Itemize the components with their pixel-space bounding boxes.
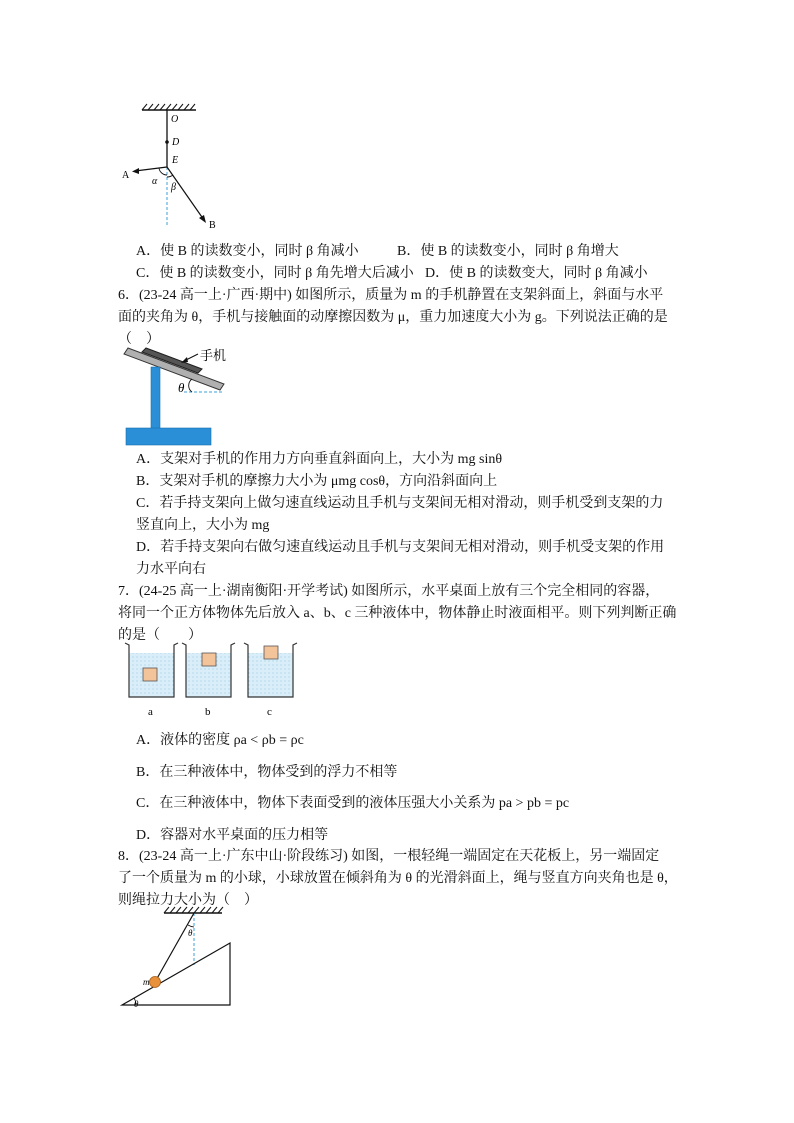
stand-base: [126, 428, 211, 445]
q5-figure: [118, 98, 228, 234]
ball: [150, 977, 161, 988]
q8-stem-line-2: 了一个质量为 m 的小球，小球放置在倾斜角为 θ 的光滑斜面上，绳与竖直方向夹角也是 θ，: [118, 871, 678, 886]
beaker-a: [125, 643, 178, 697]
beaker-label-b: b: [205, 706, 211, 718]
beaker-label-a: a: [148, 706, 153, 718]
q6-stem-line-2: 面的夹角为 θ，手机与接触面的动摩擦因数为 μ，重力加速度大小为 g。下列说法正确的是: [118, 310, 668, 325]
string-a: [135, 167, 167, 171]
q6-stem-line-1: 6．(23-24 高一上·广西·期中) 如图所示，质量为 m 的手机静置在支架斜面上，斜面与水平: [118, 288, 664, 303]
q7-option-d: D．容器对水平桌面的压力相等: [136, 828, 329, 843]
q5-option-c: C．使 B 的读数变小，同时 β 角先增大后减小: [136, 266, 414, 281]
q7-option-b: B．在三种液体中，物体受到的浮力不相等: [136, 765, 398, 780]
ceiling-hatch: [142, 104, 195, 110]
label-m: m: [143, 977, 150, 987]
q6-option-a: A．支架对手机的作用力方向垂直斜面向上，大小为 mg sinθ: [136, 452, 503, 467]
q6-option-d-line-1: D．若手持支架向右做匀速直线运动且手机与支架间无相对滑动，则手机受支架的作用: [136, 540, 665, 555]
q6-option-c-line-1: C．若手持支架向上做匀速直线运动且手机与支架间无相对滑动，则手机受到支架的力: [136, 496, 664, 511]
theta-arc: [189, 379, 192, 392]
cube-a: [143, 668, 157, 681]
stand-pole: [151, 367, 160, 429]
cube-c: [264, 646, 278, 659]
q7-figure: [120, 640, 300, 720]
rope: [155, 913, 194, 982]
label-d: D: [172, 137, 180, 148]
label-alpha: α: [152, 176, 158, 187]
label-theta: θ: [178, 380, 185, 395]
point-d: [165, 140, 169, 144]
label-beta: β: [171, 182, 176, 193]
label-theta-top: θ: [188, 928, 193, 938]
label-b: B: [209, 220, 216, 231]
alpha-arc: [159, 168, 167, 175]
arrow-b-icon: [199, 215, 206, 223]
q7-stem-line-2: 将同一个正方体物体先后放入 a、b、c 三种液体中，物体静止时液面相平。则下列判断正确: [118, 606, 677, 621]
q7-stem-line-3: 的是（ ）: [118, 628, 202, 643]
beta-arc: [167, 175, 173, 177]
q6-figure: [120, 346, 240, 450]
q6-option-d-line-2: 力水平向右: [136, 562, 206, 577]
q6-option-b: B．支架对手机的摩擦力大小为 μmg cosθ，方向沿斜面向上: [136, 474, 498, 489]
theta-top-arc: [188, 925, 194, 927]
ceiling-hatch: [164, 907, 223, 913]
arrow-a-icon: [132, 168, 139, 174]
q8-stem-line-1: 8．(23-24 高一上·广东中山·阶段练习) 如图，一根轻绳一端固定在天花板上，另一端固定: [118, 849, 660, 864]
q6-option-c-line-2: 竖直向上，大小为 mg: [136, 518, 270, 533]
cube-b: [202, 653, 216, 666]
pointer-arrow-icon: [181, 357, 188, 363]
label-theta-bottom: θ: [134, 999, 139, 1009]
q7-option-c: C．在三种液体中，物体下表面受到的液体压强大小关系为 pa > pb = pc: [136, 796, 570, 811]
label-phone: 手机: [200, 348, 227, 363]
beaker-b: [182, 643, 235, 697]
incline-triangle: [122, 943, 230, 1005]
q5-option-a: A．使 B 的读数变小，同时 β 角减小: [136, 244, 359, 259]
q8-stem-line-3: 则绳拉力大小为（ ）: [118, 893, 258, 908]
q5-option-d: D．使 B 的读数变大，同时 β 角减小: [425, 266, 648, 281]
q5-option-b: B．使 B 的读数变小，同时 β 角增大: [397, 244, 619, 259]
label-e: E: [172, 155, 179, 166]
label-a: A: [122, 170, 130, 181]
q7-option-a: A．液体的密度 ρa < ρb = ρc: [136, 733, 304, 748]
q6-stem-line-3: （ ）: [118, 332, 160, 347]
label-o: O: [171, 114, 179, 125]
beaker-label-c: c: [267, 706, 272, 718]
beaker-c: [244, 643, 297, 697]
q8-figure: [118, 905, 240, 1011]
q7-stem-line-1: 7．(24-25 高一上·湖南衡阳·开学考试) 如图所示，水平桌面上放有三个完全相同的容器，: [118, 584, 660, 599]
